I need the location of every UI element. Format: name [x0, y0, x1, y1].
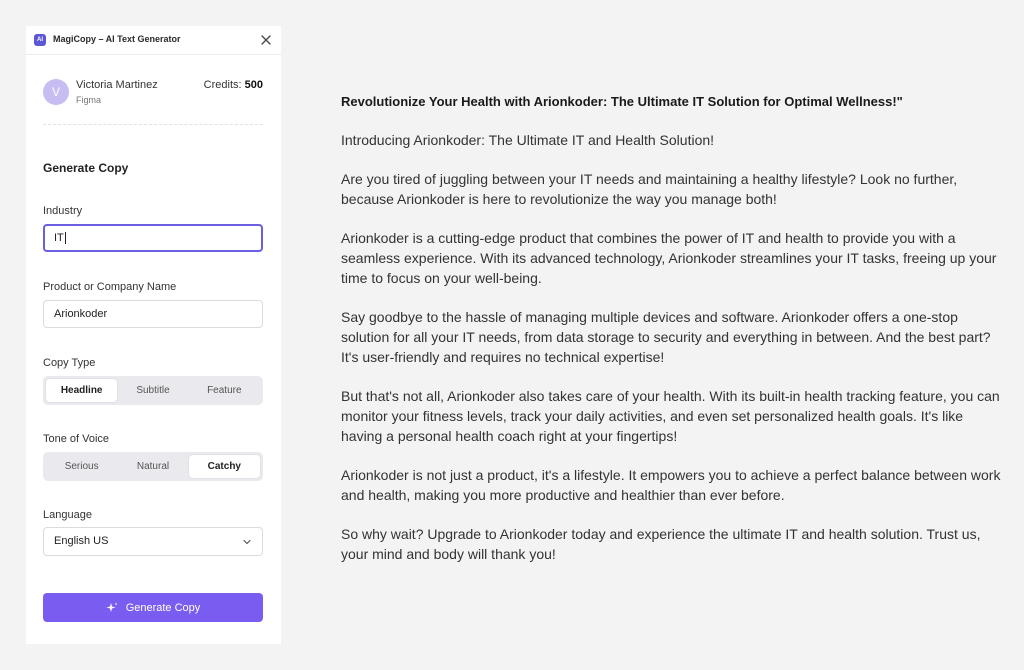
language-label: Language — [43, 509, 92, 521]
text-caret — [65, 232, 66, 244]
chevron-down-icon — [242, 537, 252, 547]
tone-segmented-control — [43, 452, 263, 481]
generated-paragraph: So why wait? Upgrade to Arionkoder today and experience the ultimate IT and health solution. Trust us, your mind and body will thank you! — [341, 526, 981, 562]
user-info — [43, 78, 263, 130]
generate-copy-heading: Generate Copy — [43, 161, 129, 175]
plugin-titlebar — [26, 26, 281, 55]
tone-serious[interactable]: Serious — [64, 461, 99, 472]
generated-paragraph: Arionkoder is not just a product, it's a lifestyle. It empowers you to achieve a perfect balance between work and health, making you more productive and healthier than ever before. — [341, 467, 1001, 503]
credits-display — [204, 79, 263, 91]
credits-value: 500 — [244, 79, 263, 91]
copy-type-label: Copy Type — [43, 357, 96, 369]
generated-paragraph: Arionkoder is a cutting-edge product that combines the power of IT and health to provide you with a seamless experience. With its advanced technology, Arionkoder streamlines your IT tasks, freeing up your time to focus on your well-being. — [341, 230, 997, 286]
generated-paragraph: Introducing Arionkoder: The Ultimate IT and Health Solution! — [341, 132, 715, 148]
copy-type-segmented-control — [43, 376, 263, 405]
generated-headline: Revolutionize Your Health with Arionkoder: The Ultimate IT Solution for Optimal Wellness!" — [341, 94, 903, 109]
ai-logo-icon: AI — [34, 34, 46, 46]
industry-value: IT — [54, 232, 64, 244]
copy-type-feature[interactable]: Feature — [207, 385, 242, 396]
sparkle-icon — [106, 602, 118, 614]
magicopy-plugin-panel — [26, 26, 281, 644]
credits-label: Credits: — [203, 79, 242, 91]
product-name-value: Arionkoder — [54, 308, 108, 320]
industry-label: Industry — [43, 205, 83, 217]
divider — [43, 124, 263, 125]
generate-copy-button[interactable] — [43, 593, 263, 622]
generated-copy-output — [341, 92, 1006, 583]
copy-type-headline[interactable]: Headline — [46, 379, 117, 402]
tone-natural[interactable]: Natural — [136, 461, 170, 472]
language-select[interactable] — [43, 527, 263, 556]
generated-paragraph: But that's not all, Arionkoder also takes care of your health. With its built-in health tracking feature, you can monitor your fitness levels, track your daily activities, and even set personalized health goals. It's like having a personal health coach right at your fingertips! — [341, 388, 1000, 444]
product-label: Product or Company Name — [43, 281, 177, 293]
product-name-input[interactable] — [43, 300, 263, 328]
language-value: English US — [54, 535, 109, 547]
generated-paragraph: Say goodbye to the hassle of managing multiple devices and software. Arionkoder offers a one-stop solution for all your IT needs, from data storage to security and everything in between. And the best part? It's user-friendly and requires no technical expertise! — [341, 309, 991, 365]
tone-label: Tone of Voice — [43, 433, 110, 445]
tone-catchy[interactable]: Catchy — [189, 455, 260, 478]
user-name: Victoria Martinez — [76, 79, 158, 91]
industry-input[interactable] — [43, 224, 263, 252]
generated-paragraph: Are you tired of juggling between your IT needs and maintaining a healthy lifestyle? Look no further, because Arionkoder is here to revolutionize the way you manage both! — [341, 171, 958, 207]
plugin-title: MagiCopy – AI Text Generator — [53, 34, 181, 44]
user-app: Figma — [76, 95, 102, 105]
close-icon[interactable] — [259, 33, 273, 47]
generate-copy-label: Generate Copy — [125, 601, 201, 614]
copy-type-subtitle[interactable]: Subtitle — [136, 385, 170, 396]
avatar: V — [43, 79, 69, 105]
